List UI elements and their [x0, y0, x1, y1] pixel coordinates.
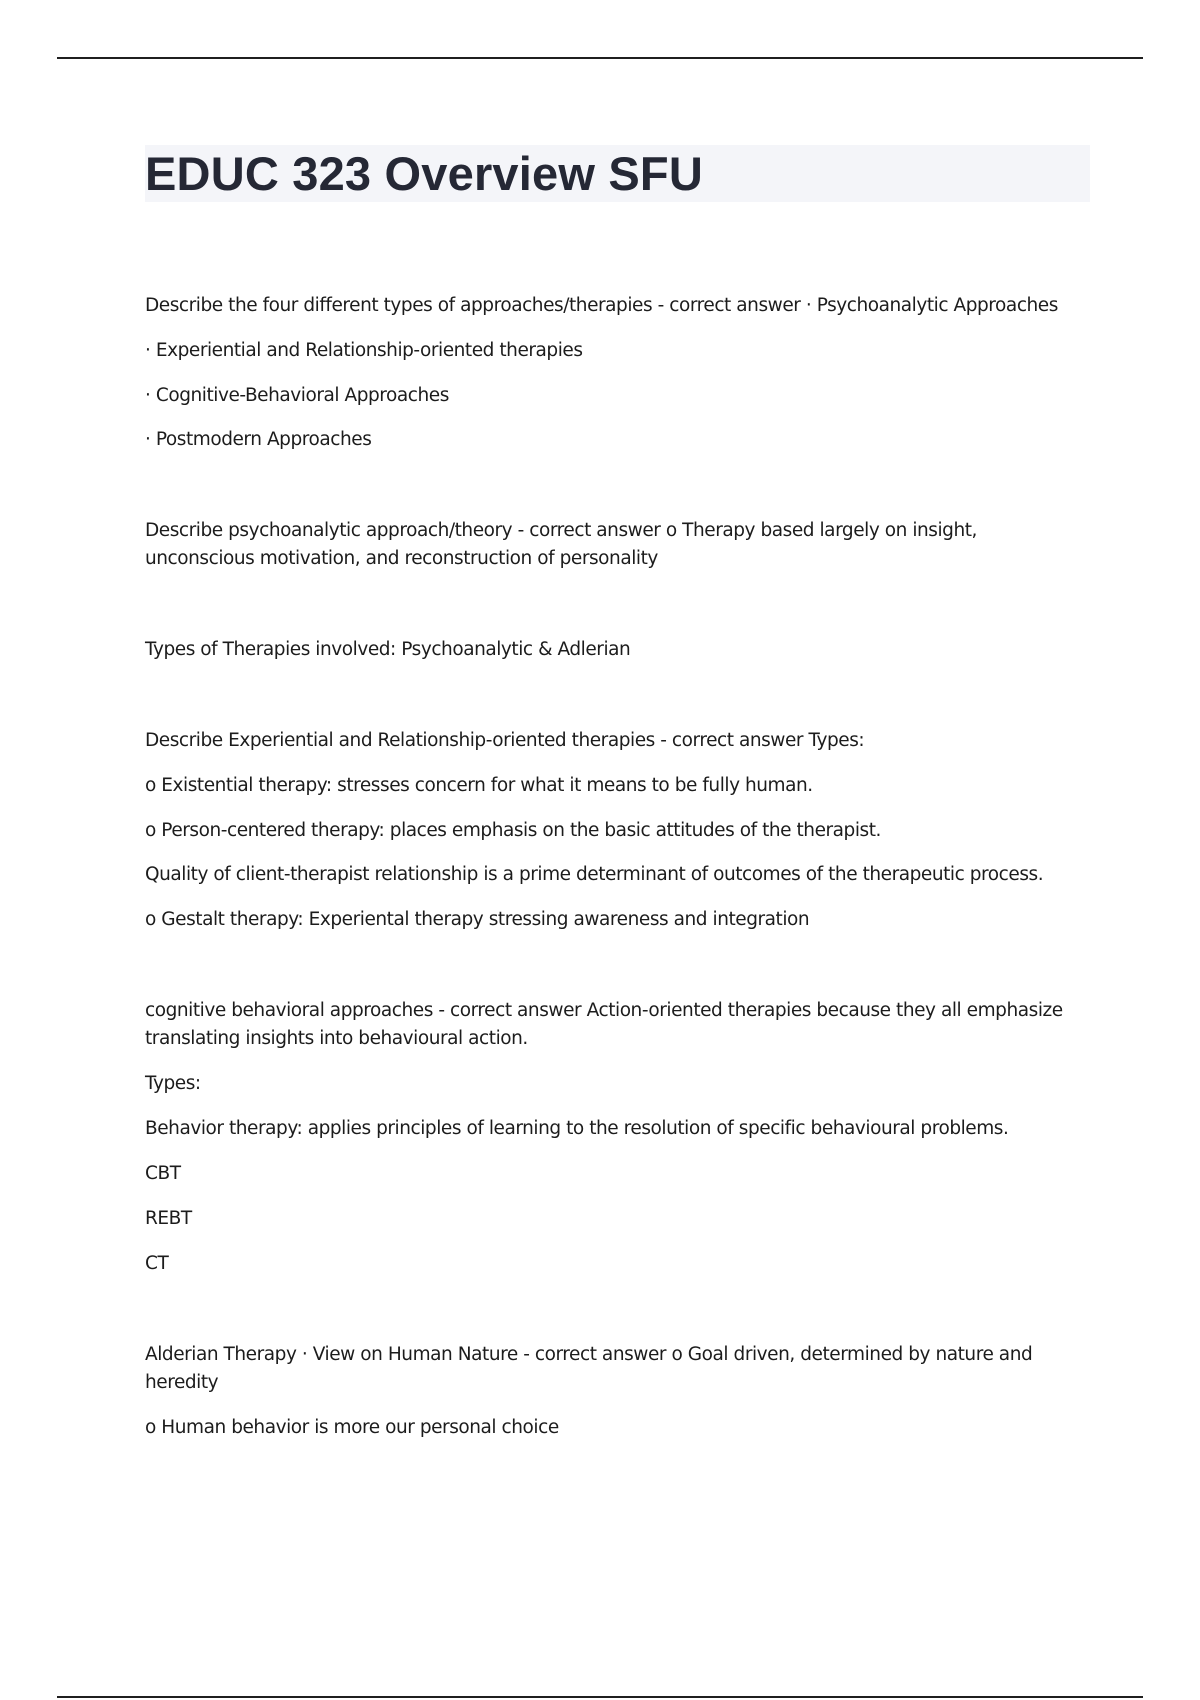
document-title: EDUC 323 Overview SFU	[145, 147, 703, 200]
qa-block-experiential	[145, 727, 1090, 934]
list-item: o Person-centered therapy: places emphasis on the basic attitudes of the therapist.	[145, 820, 881, 841]
list-item: · Cognitive-Behavioral Approaches	[145, 385, 449, 406]
qa-block-psychoanalytic	[145, 517, 1090, 573]
qa-block-adlerian	[145, 1341, 1090, 1442]
paragraph: Describe the four different types of approaches/therapies - correct answer · Psychoanalytic Approaches	[145, 295, 1058, 316]
list-item: REBT	[145, 1208, 192, 1229]
paragraph: Alderian Therapy · View on Human Nature - correct answer o Goal driven, determined by nature and heredity	[145, 1344, 1033, 1393]
footer-rule	[57, 1696, 1143, 1698]
list-item: CBT	[145, 1163, 181, 1184]
paragraph: Behavior therapy: applies principles of learning to the resolution of specific behavioural problems.	[145, 1118, 1009, 1139]
paragraph: Types of Therapies involved: Psychoanalytic & Adlerian	[145, 639, 631, 660]
paragraph: cognitive behavioral approaches - correct answer Action-oriented therapies because they all emphasize translating insights into behavioural action.	[145, 1000, 1063, 1049]
list-item: CT	[145, 1253, 169, 1274]
paragraph: Describe psychoanalytic approach/theory - correct answer o Therapy based largely on insight, unconscious motivation, and reconstruction of personality	[145, 520, 977, 569]
list-item: o Human behavior is more our personal choice	[145, 1417, 559, 1438]
qa-block-approaches	[145, 292, 1090, 454]
qa-block-types-involved	[145, 636, 1090, 664]
qa-block-cognitive-behavioral	[145, 997, 1090, 1278]
paragraph: Quality of client-therapist relationship is a prime determinant of outcomes of the therapeutic process.	[145, 864, 1044, 885]
list-item: o Gestalt therapy: Experiental therapy stressing awareness and integration	[145, 909, 810, 930]
paragraph: Describe Experiential and Relationship-oriented therapies - correct answer Types:	[145, 730, 865, 751]
list-item: · Experiential and Relationship-oriented therapies	[145, 340, 583, 361]
paragraph: Types:	[145, 1073, 201, 1094]
header-rule	[57, 57, 1143, 59]
list-item: · Postmodern Approaches	[145, 429, 372, 450]
document-body	[145, 292, 1090, 1442]
list-item: o Existential therapy: stresses concern for what it means to be fully human.	[145, 775, 813, 796]
